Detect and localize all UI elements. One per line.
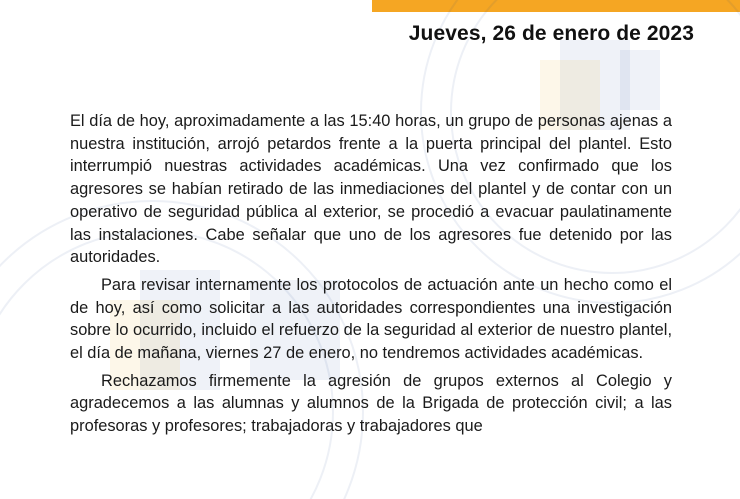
document-body [70,110,672,438]
paragraph-3: Rechazamos firmemente la agresión de grupos externos al Colegio y agradecemos a las alumnas y alumnos de la Brigada de protección civil; a las profesoras y profesores; trabajadoras y trabajadores que [70,371,672,436]
accent-bar [372,0,740,12]
paragraph-2: Para revisar internamente los protocolos de actuación ante un hecho como el de hoy, así como solicitar a las autoridades correspondientes una investigación sobre lo ocurrido, incluido el refuerzo de la seguridad al exterior de nuestro plantel, el día de mañana, viernes 27 de enero, no tendremos actividades académicas. [70,275,672,363]
paragraph-1: El día de hoy, aproximadamente a las 15:40 horas, un grupo de personas ajenas a nuestra institución, arrojó petardos frente a la puerta principal del plantel. Esto interrumpió nuestras actividades académicas. Una vez confirmado que los agresores se habían retirado de las inmediaciones del plantel y de contar con un operativo de seguridad pública al exterior, se procedió a evacuar paulatinamente las instalaciones. Cabe señalar que uno de los agresores fue detenido por las autoridades. [70,112,672,267]
document-date: Jueves, 26 de enero de 2023 [408,22,694,45]
